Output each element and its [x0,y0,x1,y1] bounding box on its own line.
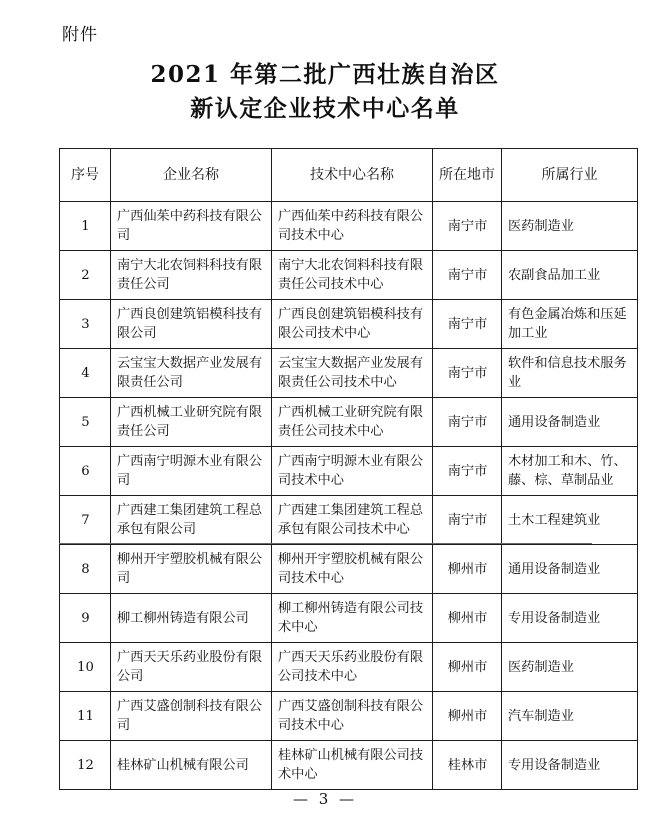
cell-enterprise: 广西仙茱中药科技有限公司 [111,202,272,251]
cell-center: 南宁大北农饲料科技有限责任公司技术中心 [272,251,433,300]
cell-enterprise: 广西机械工业研究院有限责任公司 [111,398,272,447]
table-row [60,741,638,790]
cell-industry: 农副食品加工业 [502,251,638,300]
cell-industry: 木材加工和木、竹、藤、棕、草制品业 [502,447,638,496]
column-header-industry: 所属行业 [502,149,638,202]
cell-center: 广西仙茱中药科技有限公司技术中心 [272,202,433,251]
cell-index: 10 [60,643,111,692]
cell-index: 5 [60,398,111,447]
column-header-enterprise: 企业名称 [111,149,272,202]
cell-city: 柳州市 [433,692,502,741]
cell-city: 柳州市 [433,643,502,692]
cell-center: 广西天天乐药业股份有限公司技术中心 [272,643,433,692]
column-header-center: 技术中心名称 [272,149,433,202]
cell-city: 柳州市 [433,545,502,594]
page-number: — 3 — [292,790,358,808]
cell-industry: 土木工程建筑业 [502,496,638,545]
cell-center: 柳州开宇塑胶机械有限公司技术中心 [272,545,433,594]
column-header-index: 序号 [60,149,111,202]
cell-index: 4 [60,349,111,398]
cell-industry: 专用设备制造业 [502,594,638,643]
cell-city: 南宁市 [433,300,502,349]
cell-industry: 有色金属冶炼和压延加工业 [502,300,638,349]
cell-center: 柳工柳州铸造有限公司技术中心 [272,594,433,643]
table-body [60,202,638,790]
cell-industry: 医药制造业 [502,202,638,251]
cell-index: 3 [60,300,111,349]
red-annotation-line [59,543,592,544]
cell-enterprise: 南宁大北农饲料科技有限责任公司 [111,251,272,300]
table-row [60,251,638,300]
page-title [0,58,650,126]
enterprise-technology-center-table [59,148,638,790]
table-header-row [60,149,638,202]
cell-city: 南宁市 [433,496,502,545]
cell-city: 南宁市 [433,202,502,251]
cell-enterprise: 广西建工集团建筑工程总承包有限公司 [111,496,272,545]
cell-index: 2 [60,251,111,300]
cell-center: 广西机械工业研究院有限责任公司技术中心 [272,398,433,447]
cell-city: 柳州市 [433,594,502,643]
table-row [60,496,638,545]
cell-industry: 专用设备制造业 [502,741,638,790]
cell-enterprise: 广西天天乐药业股份有限公司 [111,643,272,692]
cell-industry: 医药制造业 [502,643,638,692]
cell-index: 7 [60,496,111,545]
cell-enterprise: 桂林矿山机械有限公司 [111,741,272,790]
cell-industry: 通用设备制造业 [502,398,638,447]
cell-city: 南宁市 [433,349,502,398]
cell-enterprise: 云宝宝大数据产业发展有限责任公司 [111,349,272,398]
cell-index: 9 [60,594,111,643]
table-row [60,349,638,398]
cell-center: 广西南宁明源木业有限公司技术中心 [272,447,433,496]
cell-center: 云宝宝大数据产业发展有限责任公司技术中心 [272,349,433,398]
cell-enterprise: 广西良创建筑铝模科技有限公司 [111,300,272,349]
cell-city: 桂林市 [433,741,502,790]
cell-index: 12 [60,741,111,790]
cell-city: 南宁市 [433,447,502,496]
cell-industry: 软件和信息技术服务业 [502,349,638,398]
cell-city: 南宁市 [433,251,502,300]
column-header-city: 所在地市 [433,149,502,202]
table-row [60,643,638,692]
cell-enterprise: 广西艾盛创制科技有限公司 [111,692,272,741]
cell-center: 桂林矿山机械有限公司技术中心 [272,741,433,790]
table-header [60,149,638,202]
cell-enterprise: 广西南宁明源木业有限公司 [111,447,272,496]
cell-index: 6 [60,447,111,496]
page-title-line-1: 2021 年第二批广西壮族自治区 [150,61,500,88]
cell-industry: 汽车制造业 [502,692,638,741]
cell-industry: 通用设备制造业 [502,545,638,594]
cell-center: 广西建工集团建筑工程总承包有限公司技术中心 [272,496,433,545]
cell-center: 广西良创建筑铝模科技有限公司技术中心 [272,300,433,349]
table-row [60,447,638,496]
cell-city: 南宁市 [433,398,502,447]
page-title-line-2: 新认定企业技术中心名单 [190,95,460,122]
cell-index: 1 [60,202,111,251]
table-row [60,594,638,643]
attachment-label: 附件 [62,25,98,45]
cell-index: 8 [60,545,111,594]
table-row [60,398,638,447]
table-row [60,545,638,594]
cell-enterprise: 柳工柳州铸造有限公司 [111,594,272,643]
table-row [60,202,638,251]
cell-center: 广西艾盛创制科技有限公司技术中心 [272,692,433,741]
cell-index: 11 [60,692,111,741]
table-row [60,300,638,349]
cell-enterprise: 柳州开宇塑胶机械有限公司 [111,545,272,594]
table-row [60,692,638,741]
